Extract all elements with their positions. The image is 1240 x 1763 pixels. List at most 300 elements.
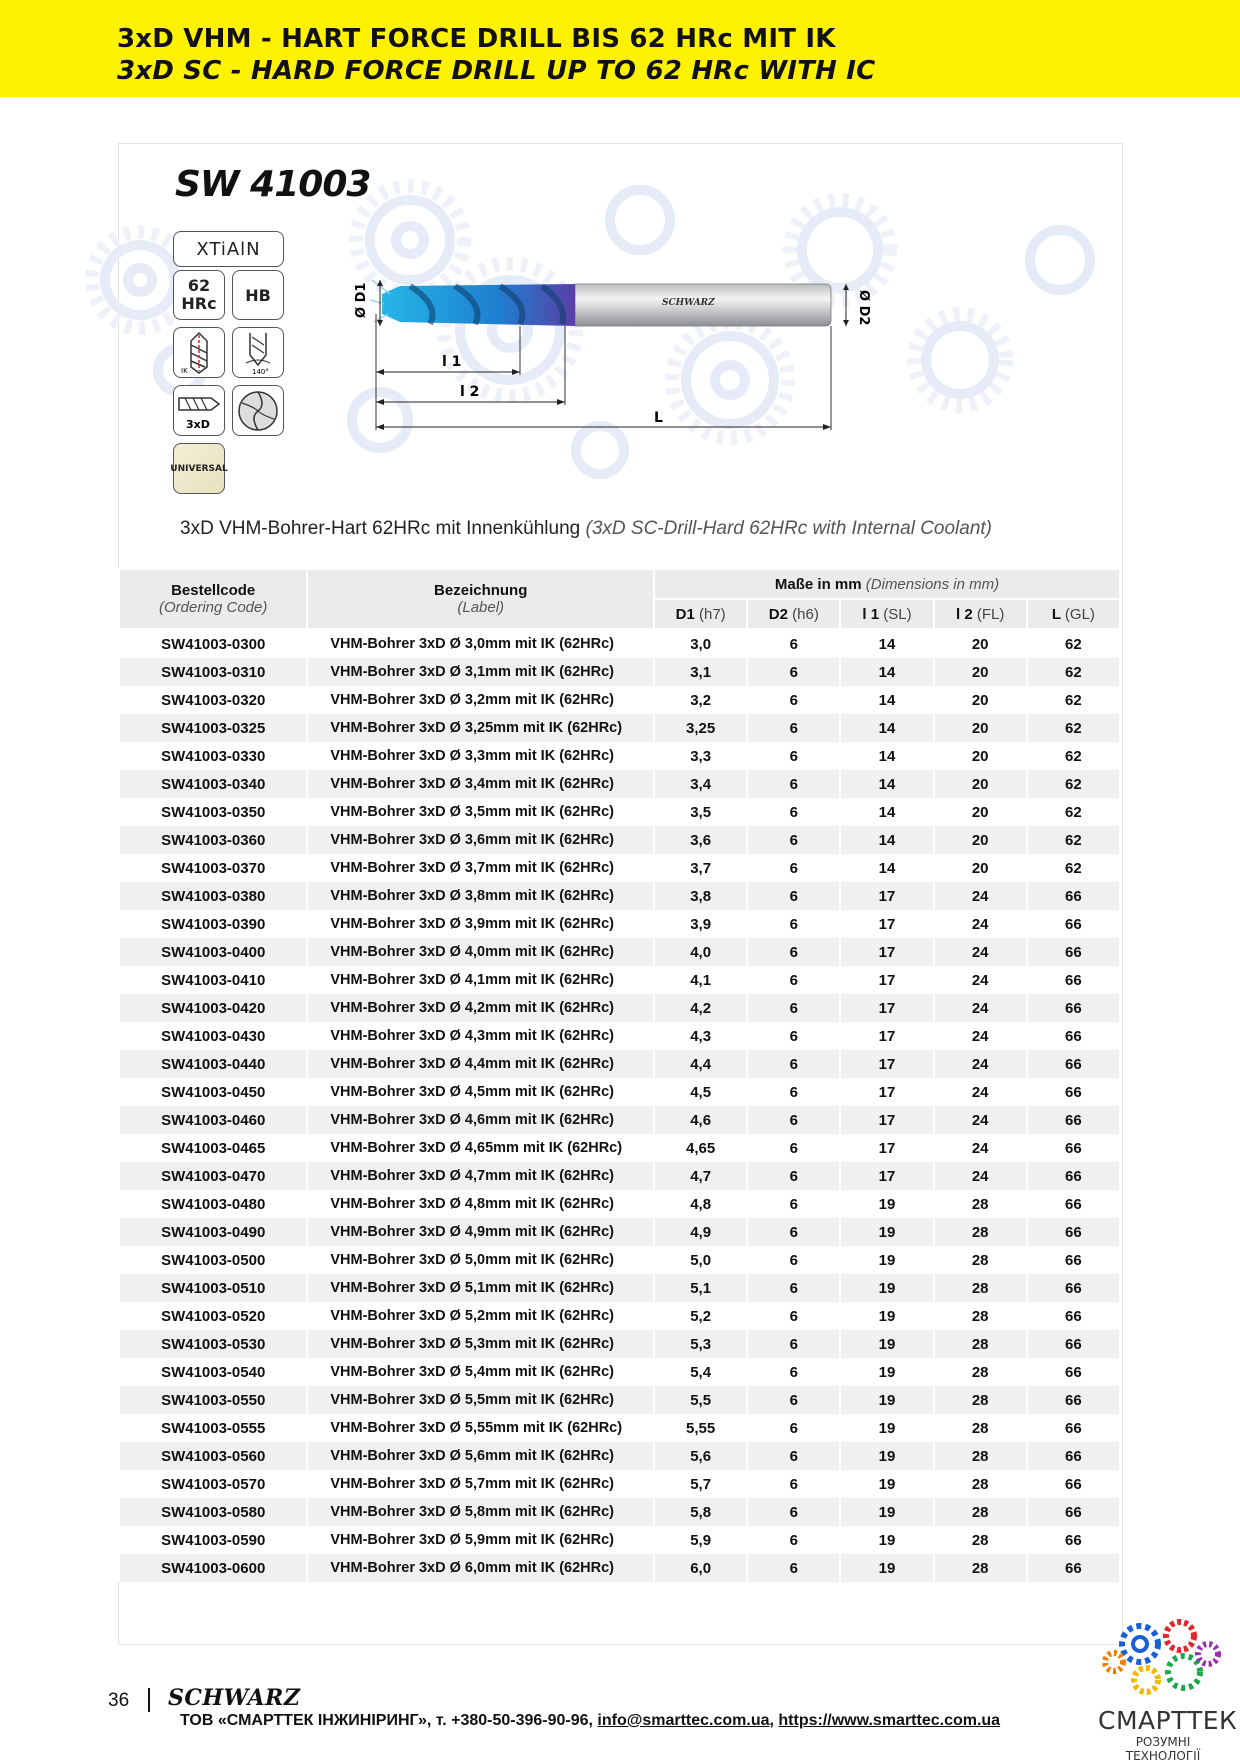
cell-l1: 17: [840, 1106, 933, 1134]
table-row: [119, 1022, 1120, 1050]
cell-l: 62: [1027, 658, 1120, 686]
cell-d2: 6: [747, 938, 840, 966]
cell-ordering-code: SW41003-0560: [119, 1442, 307, 1470]
cell-l2: 28: [934, 1470, 1027, 1498]
cell-l1: 17: [840, 910, 933, 938]
cell-l: 66: [1027, 1162, 1120, 1190]
table-row: [119, 658, 1120, 686]
cell-ordering-code: SW41003-0550: [119, 1386, 307, 1414]
cell-d2: 6: [747, 826, 840, 854]
cell-l2: 28: [934, 1442, 1027, 1470]
cell-ordering-code: SW41003-0580: [119, 1498, 307, 1526]
cell-l: 66: [1027, 1358, 1120, 1386]
table-row: [119, 742, 1120, 770]
cell-ordering-code: SW41003-0380: [119, 882, 307, 910]
cell-d1: 5,7: [654, 1470, 747, 1498]
cell-l: 66: [1027, 882, 1120, 910]
cell-d2: 6: [747, 798, 840, 826]
table-row: [119, 1302, 1120, 1330]
table-row: [119, 686, 1120, 714]
cell-label: VHM-Bohrer 3xD Ø 3,7mm mit IK (62HRc): [307, 854, 654, 882]
cell-l2: 28: [934, 1414, 1027, 1442]
cell-ordering-code: SW41003-0470: [119, 1162, 307, 1190]
title-de: 3xD VHM - HART FORCE DRILL BIS 62 HRc MIT IK: [117, 24, 836, 54]
cell-d1: 5,8: [654, 1498, 747, 1526]
gears-logo-icon: [1098, 1604, 1228, 1704]
table-row: [119, 910, 1120, 938]
cell-l2: 24: [934, 1022, 1027, 1050]
cell-label: VHM-Bohrer 3xD Ø 4,2mm mit IK (62HRc): [307, 994, 654, 1022]
cell-label: VHM-Bohrer 3xD Ø 4,8mm mit IK (62HRc): [307, 1190, 654, 1218]
cell-l1: 19: [840, 1442, 933, 1470]
cell-l2: 24: [934, 882, 1027, 910]
cell-label: VHM-Bohrer 3xD Ø 4,4mm mit IK (62HRc): [307, 1050, 654, 1078]
table-row: [119, 1190, 1120, 1218]
internal-coolant-icon: [173, 327, 225, 378]
logo-name: СМАРТТЕК: [1098, 1706, 1238, 1735]
table-row: [119, 1078, 1120, 1106]
cell-d2: 6: [747, 1442, 840, 1470]
cell-d2: 6: [747, 1218, 840, 1246]
shank-brand: SCHWARZ: [662, 298, 715, 308]
cell-d2: 6: [747, 629, 840, 658]
table-row: [119, 882, 1120, 910]
cell-l: 62: [1027, 686, 1120, 714]
cell-l: 62: [1027, 798, 1120, 826]
table-row: [119, 1526, 1120, 1554]
cell-ordering-code: SW41003-0390: [119, 910, 307, 938]
cell-ordering-code: SW41003-0400: [119, 938, 307, 966]
cell-d2: 6: [747, 1358, 840, 1386]
smarttec-logo: [1098, 1604, 1238, 1763]
cell-l2: 24: [934, 1134, 1027, 1162]
cell-l1: 17: [840, 1050, 933, 1078]
cell-l2: 24: [934, 966, 1027, 994]
cell-label: VHM-Bohrer 3xD Ø 5,55mm mit IK (62HRc): [307, 1414, 654, 1442]
brand-logo: SCHWARZ: [168, 1685, 301, 1711]
cell-d1: 4,8: [654, 1190, 747, 1218]
cell-l1: 17: [840, 994, 933, 1022]
cell-l: 66: [1027, 1302, 1120, 1330]
cell-label: VHM-Bohrer 3xD Ø 5,2mm mit IK (62HRc): [307, 1302, 654, 1330]
cell-d2: 6: [747, 994, 840, 1022]
cell-d1: 3,3: [654, 742, 747, 770]
cell-d1: 6,0: [654, 1554, 747, 1582]
table-row: [119, 1498, 1120, 1526]
table-row: [119, 854, 1120, 882]
cell-l: 66: [1027, 1330, 1120, 1358]
cell-l2: 28: [934, 1554, 1027, 1582]
cell-d1: 4,6: [654, 1106, 747, 1134]
cell-ordering-code: SW41003-0410: [119, 966, 307, 994]
cell-label: VHM-Bohrer 3xD Ø 3,0mm mit IK (62HRc): [307, 629, 654, 658]
cell-l1: 14: [840, 742, 933, 770]
cell-d2: 6: [747, 882, 840, 910]
cell-d2: 6: [747, 1414, 840, 1442]
cell-ordering-code: SW41003-0465: [119, 1134, 307, 1162]
table-row: [119, 1470, 1120, 1498]
cell-d1: 4,9: [654, 1218, 747, 1246]
cell-l2: 28: [934, 1246, 1027, 1274]
hardness-value: 62: [187, 276, 211, 295]
cell-d2: 6: [747, 1050, 840, 1078]
cell-d1: 5,6: [654, 1442, 747, 1470]
cell-d2: 6: [747, 1498, 840, 1526]
page-number: 36: [108, 1690, 130, 1711]
table-row: [119, 798, 1120, 826]
col-header-dimensions: Maße in mm (Dimensions in mm): [654, 569, 1120, 599]
table-row: [119, 826, 1120, 854]
cell-l1: 19: [840, 1330, 933, 1358]
col-header-d2: D2 (h6): [747, 599, 840, 629]
contact-line: ТОВ «СМАРТТЕК ІНЖИНІРИНГ», т. +380-50-396-90-96, info@smarttec.com.ua, https://www.smarttec.com.ua: [180, 1712, 1001, 1729]
header-banner: [0, 0, 1240, 97]
cell-l2: 20: [934, 742, 1027, 770]
cell-d1: 5,4: [654, 1358, 747, 1386]
cell-l: 62: [1027, 854, 1120, 882]
cell-label: VHM-Bohrer 3xD Ø 4,9mm mit IK (62HRc): [307, 1218, 654, 1246]
table-row: [119, 994, 1120, 1022]
hardness-unit: HRc: [181, 294, 217, 313]
cell-l: 66: [1027, 1218, 1120, 1246]
cell-d2: 6: [747, 1022, 840, 1050]
cell-d1: 3,6: [654, 826, 747, 854]
cell-l: 66: [1027, 1274, 1120, 1302]
cell-d1: 5,1: [654, 1274, 747, 1302]
cell-label: VHM-Bohrer 3xD Ø 4,1mm mit IK (62HRc): [307, 966, 654, 994]
cell-d1: 3,2: [654, 686, 747, 714]
cell-l2: 24: [934, 1106, 1027, 1134]
cell-label: VHM-Bohrer 3xD Ø 3,8mm mit IK (62HRc): [307, 882, 654, 910]
table-row: [119, 1218, 1120, 1246]
col-header-l2: l 2 (FL): [934, 599, 1027, 629]
col-header-d1: D1 (h7): [654, 599, 747, 629]
cell-l: 66: [1027, 1442, 1120, 1470]
cell-d2: 6: [747, 1470, 840, 1498]
cell-label: VHM-Bohrer 3xD Ø 4,65mm mit IK (62HRc): [307, 1134, 654, 1162]
cell-l: 66: [1027, 966, 1120, 994]
cell-l1: 17: [840, 938, 933, 966]
hardness-badge: [173, 270, 225, 320]
flute-cross-section-icon: [232, 385, 284, 436]
cell-d2: 6: [747, 742, 840, 770]
cell-ordering-code: SW41003-0480: [119, 1190, 307, 1218]
cell-d2: 6: [747, 1106, 840, 1134]
cell-d1: 5,2: [654, 1302, 747, 1330]
l2-label: l 2: [460, 384, 480, 400]
cell-l: 62: [1027, 770, 1120, 798]
table-row: [119, 1134, 1120, 1162]
cell-d1: 4,1: [654, 966, 747, 994]
cell-d2: 6: [747, 1554, 840, 1582]
cell-l2: 28: [934, 1526, 1027, 1554]
cell-l1: 14: [840, 714, 933, 742]
cell-d2: 6: [747, 910, 840, 938]
cell-l: 66: [1027, 1498, 1120, 1526]
cell-label: VHM-Bohrer 3xD Ø 3,3mm mit IK (62HRc): [307, 742, 654, 770]
cell-l1: 14: [840, 629, 933, 658]
cell-l2: 28: [934, 1274, 1027, 1302]
cell-label: VHM-Bohrer 3xD Ø 3,9mm mit IK (62HRc): [307, 910, 654, 938]
hb-badge: HB: [232, 270, 284, 320]
cell-label: VHM-Bohrer 3xD Ø 5,9mm mit IK (62HRc): [307, 1526, 654, 1554]
cell-l2: 20: [934, 854, 1027, 882]
description-de: 3xD VHM-Bohrer-Hart 62HRc mit Innenkühlung: [180, 518, 581, 539]
cell-l2: 24: [934, 1078, 1027, 1106]
cell-ordering-code: SW41003-0555: [119, 1414, 307, 1442]
cell-d2: 6: [747, 1386, 840, 1414]
cell-l1: 14: [840, 826, 933, 854]
cell-d1: 4,2: [654, 994, 747, 1022]
cell-ordering-code: SW41003-0370: [119, 854, 307, 882]
cell-l: 66: [1027, 1106, 1120, 1134]
cell-l2: 28: [934, 1386, 1027, 1414]
cell-ordering-code: SW41003-0500: [119, 1246, 307, 1274]
table-row: [119, 1358, 1120, 1386]
footer-divider: [148, 1688, 150, 1712]
cell-d2: 6: [747, 1246, 840, 1274]
cell-l2: 28: [934, 1358, 1027, 1386]
cell-l2: 20: [934, 714, 1027, 742]
cell-l1: 19: [840, 1498, 933, 1526]
table-row: [119, 1442, 1120, 1470]
cell-l: 66: [1027, 1246, 1120, 1274]
cell-d1: 3,8: [654, 882, 747, 910]
cell-ordering-code: SW41003-0590: [119, 1526, 307, 1554]
logo-slogan: РОЗУМНІ ТЕХНОЛОГІЇ: [1125, 1735, 1201, 1763]
cell-l2: 28: [934, 1218, 1027, 1246]
table-row: [119, 1330, 1120, 1358]
cell-d1: 4,7: [654, 1162, 747, 1190]
point-angle-icon: [232, 327, 284, 378]
cell-l1: 19: [840, 1246, 933, 1274]
cell-d2: 6: [747, 1078, 840, 1106]
cell-ordering-code: SW41003-0570: [119, 1470, 307, 1498]
length-3xd-icon: [173, 385, 225, 436]
cell-ordering-code: SW41003-0330: [119, 742, 307, 770]
cell-label: VHM-Bohrer 3xD Ø 3,5mm mit IK (62HRc): [307, 798, 654, 826]
cell-l1: 19: [840, 1526, 933, 1554]
cell-l1: 17: [840, 966, 933, 994]
cell-label: VHM-Bohrer 3xD Ø 5,1mm mit IK (62HRc): [307, 1274, 654, 1302]
cell-l2: 20: [934, 798, 1027, 826]
table-body: [119, 629, 1120, 1582]
cell-l2: 20: [934, 770, 1027, 798]
cell-l: 66: [1027, 1386, 1120, 1414]
cell-l: 66: [1027, 1414, 1120, 1442]
cell-label: VHM-Bohrer 3xD Ø 3,4mm mit IK (62HRc): [307, 770, 654, 798]
table-row: [119, 1554, 1120, 1582]
cell-l: 62: [1027, 742, 1120, 770]
cell-d1: 3,9: [654, 910, 747, 938]
cell-label: VHM-Bohrer 3xD Ø 5,5mm mit IK (62HRc): [307, 1386, 654, 1414]
cell-ordering-code: SW41003-0530: [119, 1330, 307, 1358]
cell-label: VHM-Bohrer 3xD Ø 5,0mm mit IK (62HRc): [307, 1246, 654, 1274]
cell-l1: 17: [840, 1162, 933, 1190]
table-row: [119, 1050, 1120, 1078]
cell-label: VHM-Bohrer 3xD Ø 5,8mm mit IK (62HRc): [307, 1498, 654, 1526]
cell-l2: 28: [934, 1498, 1027, 1526]
cell-l1: 19: [840, 1414, 933, 1442]
cell-ordering-code: SW41003-0310: [119, 658, 307, 686]
d2-label: Ø D2: [856, 290, 871, 326]
cell-l1: 17: [840, 882, 933, 910]
cell-l2: 24: [934, 994, 1027, 1022]
cell-l: 62: [1027, 629, 1120, 658]
cell-ordering-code: SW41003-0460: [119, 1106, 307, 1134]
cell-d1: 4,5: [654, 1078, 747, 1106]
cell-d1: 3,0: [654, 629, 747, 658]
cell-l2: 28: [934, 1190, 1027, 1218]
cell-l1: 14: [840, 770, 933, 798]
cell-l1: 14: [840, 686, 933, 714]
cell-l: 66: [1027, 1050, 1120, 1078]
cell-label: VHM-Bohrer 3xD Ø 5,6mm mit IK (62HRc): [307, 1442, 654, 1470]
cell-l2: 20: [934, 686, 1027, 714]
cell-l1: 19: [840, 1302, 933, 1330]
cell-d1: 5,55: [654, 1414, 747, 1442]
cell-ordering-code: SW41003-0420: [119, 994, 307, 1022]
cell-l1: 14: [840, 798, 933, 826]
cell-l1: 19: [840, 1190, 933, 1218]
cell-ordering-code: SW41003-0325: [119, 714, 307, 742]
cell-label: VHM-Bohrer 3xD Ø 5,3mm mit IK (62HRc): [307, 1330, 654, 1358]
drill-drawing: [354, 260, 1000, 440]
cell-label: VHM-Bohrer 3xD Ø 3,2mm mit IK (62HRc): [307, 686, 654, 714]
cell-d1: 4,4: [654, 1050, 747, 1078]
cell-label: VHM-Bohrer 3xD Ø 4,6mm mit IK (62HRc): [307, 1106, 654, 1134]
cell-ordering-code: SW41003-0450: [119, 1078, 307, 1106]
cell-l1: 17: [840, 1134, 933, 1162]
cell-label: VHM-Bohrer 3xD Ø 3,6mm mit IK (62HRc): [307, 826, 654, 854]
cell-l: 66: [1027, 1022, 1120, 1050]
cell-l: 66: [1027, 910, 1120, 938]
angle-label: 140°: [252, 367, 269, 376]
cell-d1: 5,5: [654, 1386, 747, 1414]
website-link[interactable]: https://www.smarttec.com.ua: [778, 1712, 1001, 1729]
cell-label: VHM-Bohrer 3xD Ø 6,0mm mit IK (62HRc): [307, 1554, 654, 1582]
coating-badge: XTiAlN: [173, 231, 284, 267]
cell-d1: 5,9: [654, 1526, 747, 1554]
cell-l2: 24: [934, 1050, 1027, 1078]
cell-l: 66: [1027, 1470, 1120, 1498]
col-header-code: Bestellcode (Ordering Code): [119, 569, 307, 629]
cell-l2: 20: [934, 658, 1027, 686]
cell-d2: 6: [747, 1274, 840, 1302]
title-en: 3xD SC - HARD FORCE DRILL UP TO 62 HRc WITH IC: [117, 56, 876, 86]
l-label: L: [654, 410, 663, 426]
cell-d1: 4,3: [654, 1022, 747, 1050]
universal-badge: UNIVERSAL: [173, 443, 225, 494]
cell-label: VHM-Bohrer 3xD Ø 5,7mm mit IK (62HRc): [307, 1470, 654, 1498]
cell-d2: 6: [747, 1162, 840, 1190]
length-label: 3xD: [186, 417, 210, 431]
cell-label: VHM-Bohrer 3xD Ø 5,4mm mit IK (62HRc): [307, 1358, 654, 1386]
cell-ordering-code: SW41003-0300: [119, 629, 307, 658]
cell-ordering-code: SW41003-0520: [119, 1302, 307, 1330]
cell-l2: 28: [934, 1330, 1027, 1358]
table-row: [119, 1386, 1120, 1414]
cell-l1: 17: [840, 1022, 933, 1050]
description-en: (3xD SC-Drill-Hard 62HRc with Internal Coolant): [585, 518, 993, 539]
cell-ordering-code: SW41003-0540: [119, 1358, 307, 1386]
table-row: [119, 1162, 1120, 1190]
l1-label: l 1: [442, 354, 462, 370]
cell-ordering-code: SW41003-0490: [119, 1218, 307, 1246]
cell-l1: 19: [840, 1358, 933, 1386]
cell-d2: 6: [747, 966, 840, 994]
cell-label: VHM-Bohrer 3xD Ø 4,5mm mit IK (62HRc): [307, 1078, 654, 1106]
cell-label: VHM-Bohrer 3xD Ø 4,7mm mit IK (62HRc): [307, 1162, 654, 1190]
table-row: [119, 1106, 1120, 1134]
cell-l: 66: [1027, 1190, 1120, 1218]
cell-l2: 24: [934, 938, 1027, 966]
cell-l: 66: [1027, 1078, 1120, 1106]
cell-l2: 24: [934, 1162, 1027, 1190]
product-description: [180, 518, 992, 540]
table-row: [119, 714, 1120, 742]
table-row: [119, 966, 1120, 994]
cell-l: 66: [1027, 1134, 1120, 1162]
col-header-label: Bezeichnung (Label): [307, 569, 654, 629]
table-row: [119, 1246, 1120, 1274]
table-row: [119, 629, 1120, 658]
cell-label: VHM-Bohrer 3xD Ø 3,1mm mit IK (62HRc): [307, 658, 654, 686]
cell-l1: 19: [840, 1470, 933, 1498]
cell-d1: 4,0: [654, 938, 747, 966]
cell-l: 66: [1027, 938, 1120, 966]
cell-d1: 3,4: [654, 770, 747, 798]
cell-l: 66: [1027, 994, 1120, 1022]
cell-d2: 6: [747, 770, 840, 798]
col-header-l1: l 1 (SL): [840, 599, 933, 629]
table-row: [119, 770, 1120, 798]
cell-d1: 3,1: [654, 658, 747, 686]
cell-l1: 19: [840, 1554, 933, 1582]
cell-l: 62: [1027, 714, 1120, 742]
cell-d2: 6: [747, 1134, 840, 1162]
cell-d1: 3,7: [654, 854, 747, 882]
cell-d2: 6: [747, 1190, 840, 1218]
cell-l1: 19: [840, 1218, 933, 1246]
table-row: [119, 1274, 1120, 1302]
col-header-l: L (GL): [1027, 599, 1120, 629]
table-row: [119, 938, 1120, 966]
cell-l2: 24: [934, 910, 1027, 938]
cell-l1: 19: [840, 1386, 933, 1414]
cell-ordering-code: SW41003-0600: [119, 1554, 307, 1582]
cell-d1: 5,3: [654, 1330, 747, 1358]
email-link[interactable]: info@smarttec.com.ua: [597, 1712, 770, 1729]
dimension-table: [118, 568, 1121, 1582]
cell-l1: 17: [840, 1078, 933, 1106]
cell-l: 66: [1027, 1526, 1120, 1554]
cell-d2: 6: [747, 1302, 840, 1330]
cell-l1: 14: [840, 658, 933, 686]
cell-ordering-code: SW41003-0360: [119, 826, 307, 854]
cell-l: 66: [1027, 1554, 1120, 1582]
cell-l2: 20: [934, 629, 1027, 658]
cell-ordering-code: SW41003-0510: [119, 1274, 307, 1302]
cell-ordering-code: SW41003-0350: [119, 798, 307, 826]
cell-l1: 14: [840, 854, 933, 882]
cell-d1: 3,5: [654, 798, 747, 826]
cell-d2: 6: [747, 1526, 840, 1554]
table-row: [119, 1414, 1120, 1442]
cell-d2: 6: [747, 714, 840, 742]
cell-ordering-code: SW41003-0340: [119, 770, 307, 798]
cell-d1: 4,65: [654, 1134, 747, 1162]
